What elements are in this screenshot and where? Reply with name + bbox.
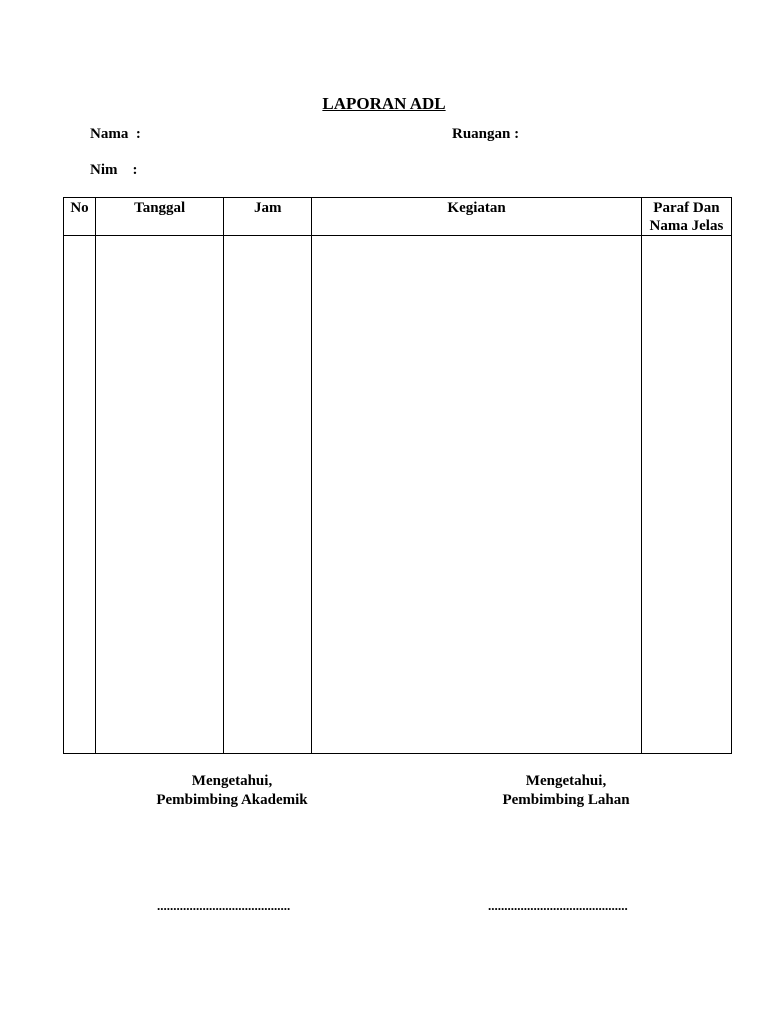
table-body-row — [64, 236, 732, 754]
header-paraf-line1: Paraf Dan — [653, 200, 720, 216]
nim-label: Nim : — [90, 162, 138, 178]
signature-akademik-line1: Mengetahui, — [191, 773, 273, 789]
header-paraf — [641, 198, 731, 236]
header-tanggal: Tanggal — [96, 198, 224, 236]
cell-paraf[interactable] — [641, 236, 731, 754]
signature-lahan-dotted-line: ........................................... — [488, 898, 628, 913]
cell-jam[interactable] — [224, 236, 312, 754]
report-table — [63, 197, 732, 754]
ruangan-label: Ruangan : — [452, 126, 520, 142]
header-paraf-line2: Nama Jelas — [649, 218, 724, 234]
signature-akademik-dotted-line: ......................................... — [157, 898, 291, 913]
document-title: LAPORAN ADL — [322, 94, 446, 113]
header-jam: Jam — [224, 198, 312, 236]
signature-lahan-line1: Mengetahui, — [525, 773, 607, 789]
header-no: No — [64, 198, 96, 236]
cell-no[interactable] — [64, 236, 96, 754]
table-header-row — [64, 198, 732, 236]
nama-label: Nama : — [90, 126, 141, 142]
cell-tanggal[interactable] — [96, 236, 224, 754]
signature-akademik-line2: Pembimbing Akademik — [156, 792, 308, 808]
cell-kegiatan[interactable] — [312, 236, 641, 754]
header-kegiatan: Kegiatan — [312, 198, 641, 236]
signature-lahan — [466, 772, 666, 810]
signature-akademik — [132, 772, 332, 810]
signature-lahan-line2: Pembimbing Lahan — [502, 792, 630, 808]
